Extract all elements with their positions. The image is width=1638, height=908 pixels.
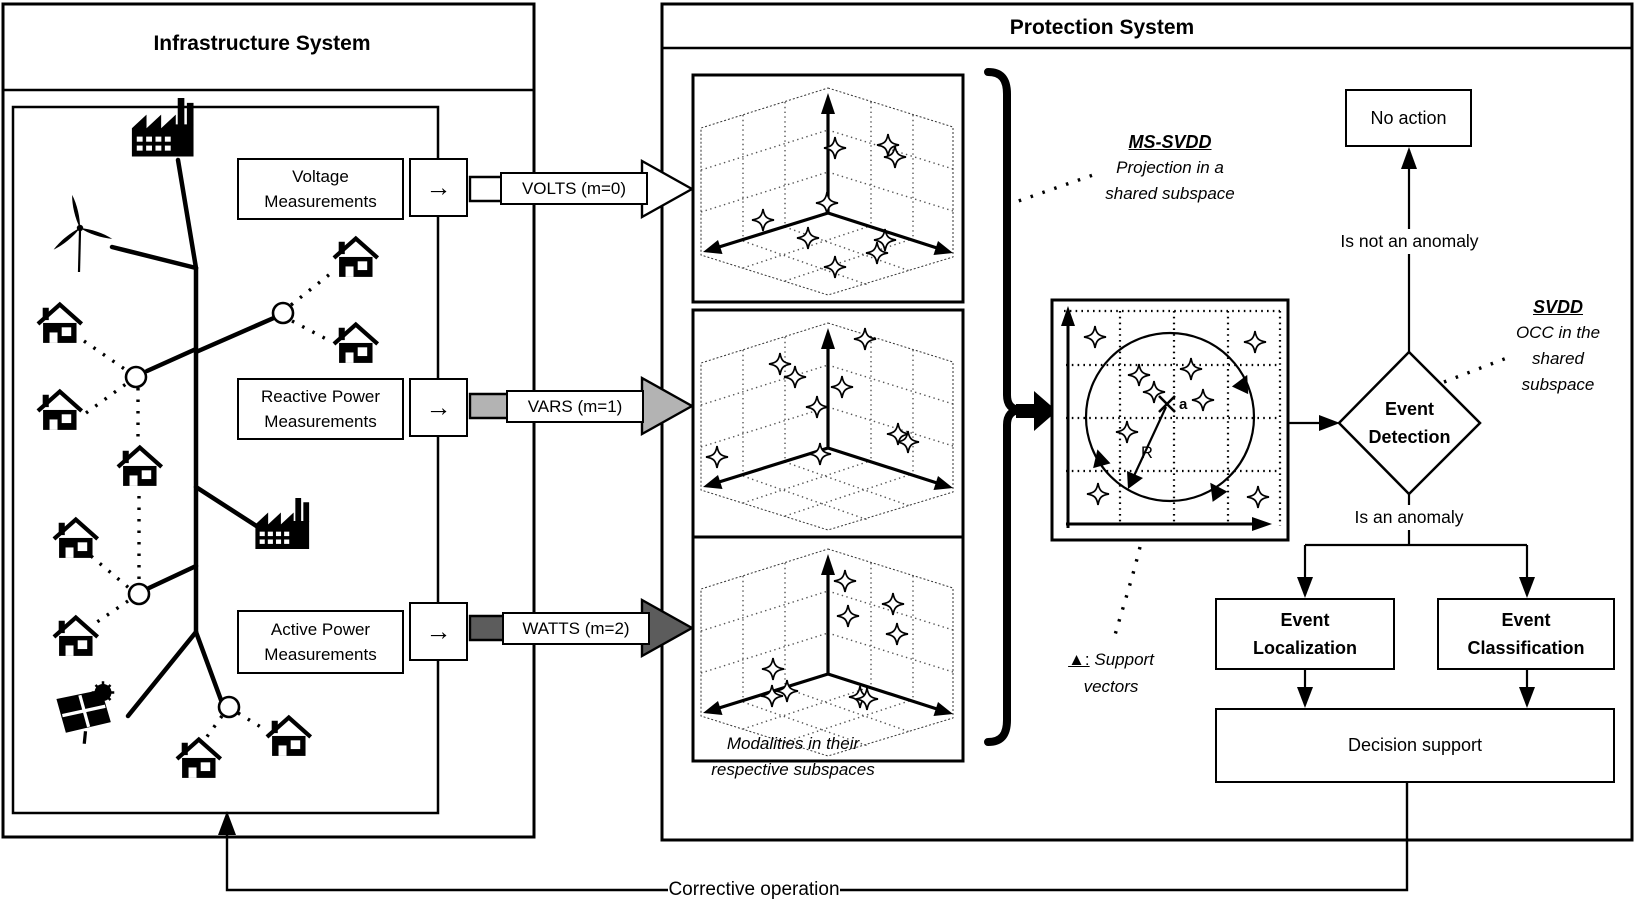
right-arrow-icon: →	[425, 172, 452, 202]
corrective-operation-label: Corrective operation	[668, 877, 840, 903]
house-icon	[267, 718, 311, 756]
house-icon	[38, 305, 82, 343]
decision-support-box: Decision support	[1215, 708, 1615, 783]
event-classification-box: Event Classification	[1437, 598, 1615, 670]
infrastructure-title: Infrastructure System	[153, 32, 371, 55]
voltage-sensor-box	[409, 158, 468, 217]
event-localization-box: Event Localization	[1215, 598, 1395, 670]
reactive-sensor-box	[409, 378, 468, 437]
protection-title: Protection System	[1009, 16, 1195, 39]
ms-svdd-annotation: MS-SVDD Projection in a shared subspace	[1105, 132, 1235, 203]
subspace-plot-watts	[693, 537, 963, 761]
svdd-radius-label: R	[1141, 444, 1153, 462]
feedback-arrowhead	[218, 811, 236, 835]
volts-banner-label: VOLTS (m=0)	[500, 172, 648, 205]
wind-turbine-icon	[52, 194, 113, 272]
right-arrow-icon: →	[425, 392, 452, 422]
house-icon	[334, 239, 378, 277]
voltage-measurements-box: Voltage Measurements	[237, 158, 404, 220]
subspace-plot-volts	[693, 75, 963, 302]
active-sensor-box	[409, 602, 468, 661]
svdd-center-label: a	[1179, 396, 1188, 413]
svdd-plot	[1052, 300, 1288, 540]
support-vector-triangle-icon: ▲:	[1068, 650, 1090, 669]
support-vectors-legend: ▲: Support vectors	[1068, 650, 1154, 696]
house-icon	[177, 740, 221, 778]
vars-banner-label: VARS (m=1)	[506, 390, 644, 423]
watts-banner-label: WATTS (m=2)	[502, 612, 650, 645]
factory-icon	[255, 498, 309, 549]
subspace-plot-vars	[693, 310, 963, 537]
house-icon	[118, 448, 162, 486]
reactive-power-measurements-box: Reactive Power Measurements	[237, 378, 404, 440]
right-arrow-icon: →	[425, 616, 452, 646]
projection-brace	[988, 72, 1057, 742]
solar-panel-icon	[58, 681, 114, 744]
event-detection-label: Event Detection	[1368, 399, 1451, 447]
no-action-box: No action	[1345, 89, 1472, 147]
modalities-caption: Modalities in their respective subspaces	[711, 734, 875, 779]
house-icon	[54, 520, 98, 558]
not-anomaly-label: Is not an anomaly	[1322, 229, 1497, 254]
house-icon	[38, 392, 82, 430]
anomaly-label: Is an anomaly	[1336, 505, 1482, 530]
house-icon	[54, 618, 98, 656]
house-icon	[334, 325, 378, 363]
active-power-measurements-box: Active Power Measurements	[237, 610, 404, 674]
svdd-annotation: SVDD OCC in the shared subspace	[1515, 297, 1601, 394]
